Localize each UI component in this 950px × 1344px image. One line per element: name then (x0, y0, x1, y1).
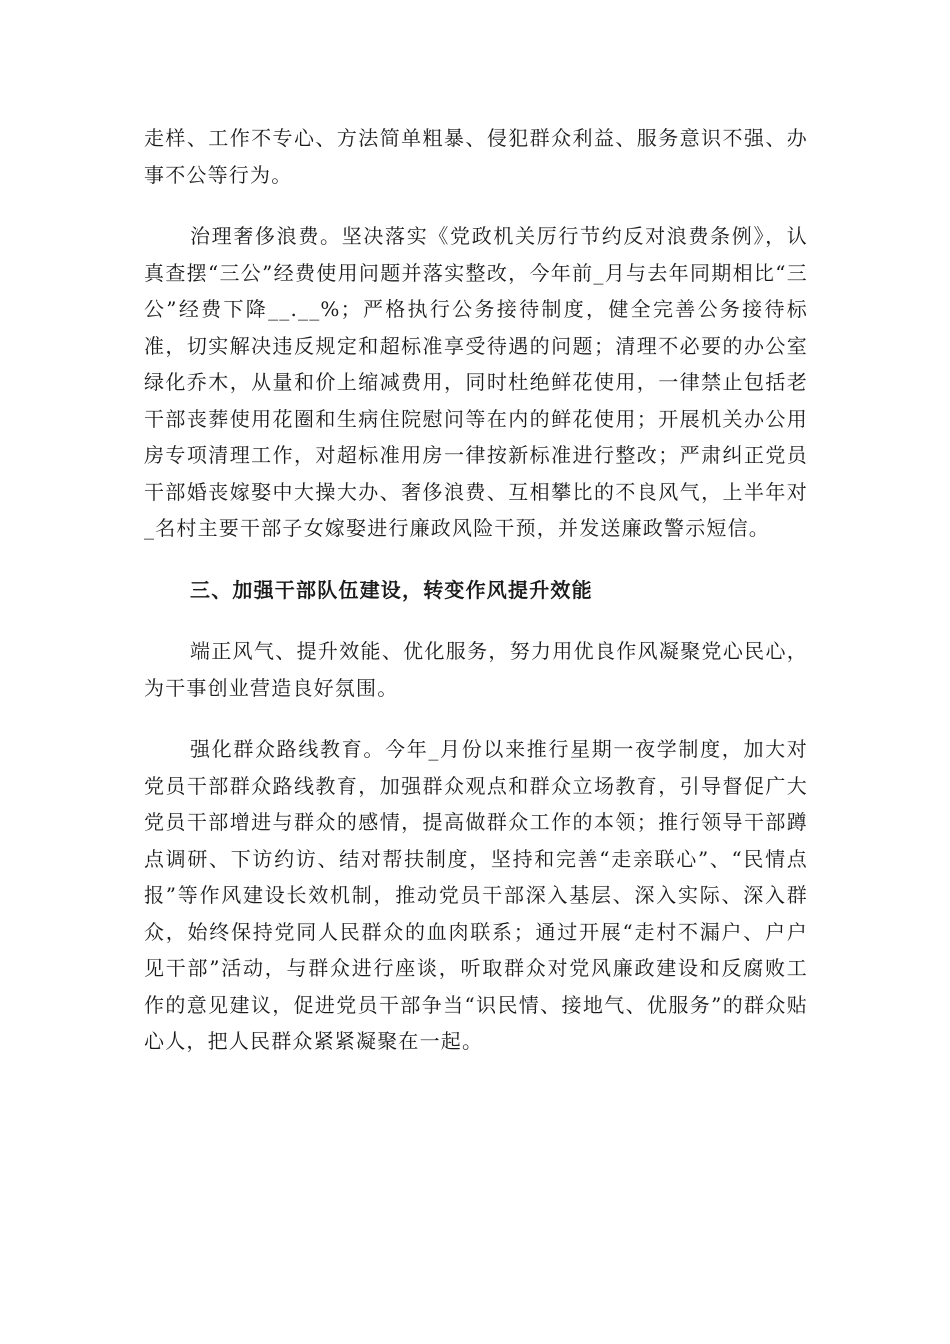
paragraph-section-intro: 端正风气、提升效能、优化服务，努力用优良作风凝聚党心民心，为干事创业营造良好氛围。 (144, 639, 808, 700)
document-body (144, 120, 808, 1085)
paragraph-continuation: 走样、工作不专心、方法简单粗暴、侵犯群众利益、服务意识不强、办事不公等行为。 (144, 126, 808, 187)
paragraph-mass-line-education: 强化群众路线教育。今年_月份以来推行星期一夜学制度，加大对党员干部群众路线教育，加强群众观点和群众立场教育，引导督促广大党员干部增进与群众的感情，提高做群众工作的本领；推行领导干部蹲点调研、下访约访、结对帮扶制度，坚持和完善“走亲联心”、“民情点报”等作风建设长效机制，推动党员干部深入基层、深入实际、深入群众，始终保持党同人民群众的血肉联系；通过开展“走村不漏户、户户见干部”活动，与群众进行座谈，听取群众对党风廉政建设和反腐败工作的意见建议，促进党员干部争当“识民情、接地气、优服务”的群众贴心人，把人民群众紧紧凝聚在一起。 (144, 737, 808, 1053)
paragraph-extravagance-control: 治理奢侈浪费。坚决落实《党政机关厉行节约反对浪费条例》，认真查摆“三公”经费使用问题并落实整改，今年前_月与去年同期相比“三公”经费下降__.__%；严格执行公务接待制度，健全完善公务接待标准，切实解决违反规定和超标准享受待遇的问题；清理不必要的办公室绿化乔木，从量和价上缩减费用，同时杜绝鲜花使用，一律禁止包括老干部丧葬使用花圈和生病住院慰问等在内的鲜花使用；开展机关办公用房专项清理工作，对超标准用房一律按新标准进行整改；严肃纠正党员干部婚丧嫁娶中大操大办、奢侈浪费、互相攀比的不良风气，上半年对_名村主要干部子女嫁娶进行廉政风险干预，并发送廉政警示短信。 (144, 224, 808, 540)
section-heading: 三、加强干部队伍建设，转变作风提升效能 (190, 577, 593, 602)
